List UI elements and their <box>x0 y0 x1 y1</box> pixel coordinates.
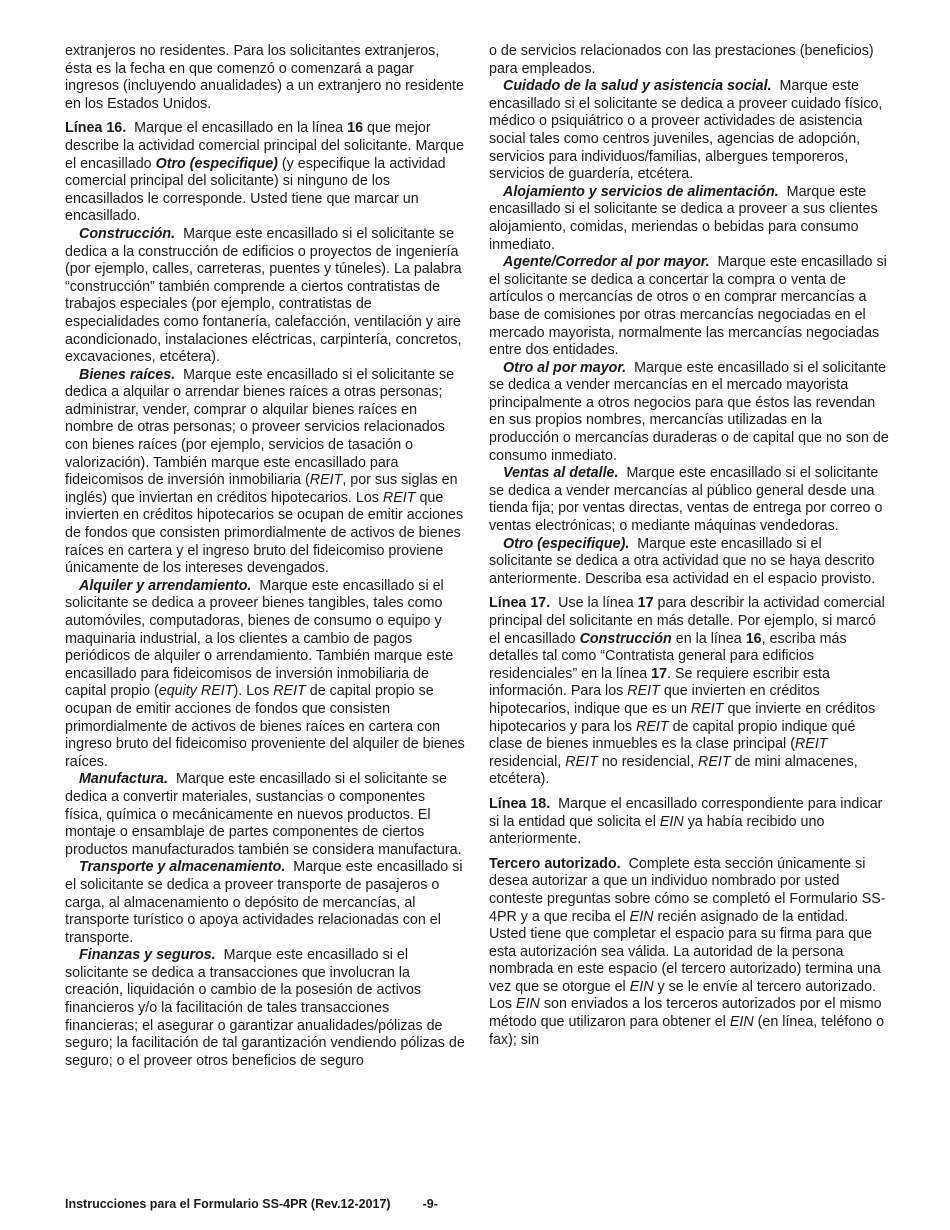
paragraph-agente-corredor <box>489 254 889 360</box>
heading-otro-al-por-mayor: Otro al por mayor. <box>503 359 627 376</box>
page-footer <box>65 1196 438 1214</box>
text-fragment: (y especifique la actividad comercial principal del solicitante) si ninguno de los encasillados le corresponde. Usted tiene que marcar un encasillado. <box>65 155 446 225</box>
text-fragment: y se le envíe al tercero autorizado. Los <box>489 978 877 1013</box>
right-column <box>489 43 889 1049</box>
heading-ventas-al-detalle: Ventas al detalle. <box>503 465 619 482</box>
text-fragment: Marque este encasillado si el solicitante se dedica a concertar la compra o venta de artículos o mercancías de otros o en comprar mercancías a base de comisiones por otras mercancías negociadas en el mercado mayorista, normalmente las mercancías negociadas entre dos entidades. <box>489 254 887 359</box>
italic-fragment: REIT <box>382 489 416 506</box>
text-fragment: Use la línea <box>558 595 638 612</box>
heading-linea-18: Línea 18. <box>489 795 551 812</box>
text-fragment: no residencial, <box>597 753 699 770</box>
italic-fragment: EIN <box>629 908 654 925</box>
paragraph-finanzas <box>65 947 465 1070</box>
heading-construccion: Construcción. <box>79 225 176 242</box>
text-fragment: (en línea, teléfono o fax); sin <box>489 1014 885 1048</box>
text-fragment: residencial, <box>489 753 566 770</box>
heading-linea-17: Línea 17. <box>489 595 551 612</box>
paragraph-continuation: extranjeros no residentes. Para los solicitantes extranjeros, ésta es la fecha en que comenzó o comenzará a pagar ingresos (incluyendo anualidades) a un extranjero no residente en los Estados Unidos. <box>65 43 464 112</box>
text-fragment: . Se requiere escribir esta información. Para los <box>489 665 830 700</box>
text-fragment: para describir la actividad comercial principal del solicitante en más detalle. Por ejemplo, si marcó el encasillado <box>489 595 885 647</box>
text-fragment: Marque este encasillado si el solicitante se dedica a proveer transporte de pasajeros o carga, al almacenamiento o depósito de mercancías, al transporte turístico o apoya actividades relacionadas con el transporte. <box>65 859 463 946</box>
italic-fragment: REIT <box>698 753 731 770</box>
text-fragment: de mini almacenes, etcétera). <box>489 753 858 788</box>
text-fragment: Marque este encasillado si el solicitante se dedica a la construcción de edificios o proyectos de ingeniería (por ejemplo, calles, carreteras, puentes y túneles). La palabra “construcción” también comprende a ciertos contratistas de trabajos especiales (por ejemplo, contratistas de especialidades como fontanería, calefacción, ventilación y aire acondicionado, instalaciones eléctricas, carpintería, concretos, excavaciones, etcétera). <box>65 225 462 366</box>
paragraph-alojamiento <box>489 184 889 254</box>
text-fragment: Marque este encasillado si el solicitante se dedica a transacciones que involucran la creación, liquidación o cambio de la posesión de activos financieros y/o la facilitación de tales transacciones financieras; el asegurar o garantizar anualidades/pólizas de seguro; la facilitación de tal garantización vendiendo pólizas de seguro; o el proveer otros beneficios de seguro <box>65 947 465 1069</box>
text-fragment: Marque este encasillado si el solicitante se dedica a alquilar o arrendar bienes raíces a otras personas; administrar, vender, comprar o alquilar bienes raíces en nombre de otras personas; o proveer servicios relacionados con bienes raíces (por ejemplo, servicios de tasación o valorización). También marque este encasillado para fideicomisos de inversión inmobiliaria ( <box>65 366 455 489</box>
heading-finanzas: Finanzas y seguros. <box>79 947 216 964</box>
left-column <box>65 43 465 1070</box>
heading-tercero-autorizado: Tercero autorizado. <box>489 855 621 872</box>
paragraph-alquiler <box>65 578 465 772</box>
text-fragment: ya había recibido uno anteriormente. <box>489 813 825 848</box>
heading-cuidado-salud: Cuidado de la salud y asistencia social. <box>503 78 772 95</box>
italic-fragment: equity REIT <box>158 683 234 700</box>
text-fragment: Marque este encasillado si el solicitante se dedica a proveer cuidado físico, médico o psiquiátrico o a proveer actividades de asistencia social tales como centros juveniles, agencias de adopción, servicios para individuos/familias, albergues temporeros, servicios de guardería, etcétera. <box>489 78 883 183</box>
text-fragment: son enviados a los terceros autorizados por el mismo método que utilizaron para obtener el <box>489 996 882 1031</box>
paragraph-ventas-al-detalle <box>489 465 889 535</box>
text-fragment: que invierten en créditos hipotecarios, indique que es un <box>489 683 820 717</box>
heading-transporte: Transporte y almacenamiento. <box>79 859 286 876</box>
paragraph-cuidado-salud <box>489 78 889 184</box>
bold-fragment: 16 <box>347 120 364 137</box>
text-fragment: Marque el encasillado en la línea <box>134 120 348 137</box>
text-fragment: Marque este encasillado si el solicitante se dedica a proveer bienes tangibles, tales como automóviles, computadoras, bienes de consumo o equipo y maquinaria industrial, a los clientes a cambio de pagos periódicos de alquiler o arrendamiento. También marque este encasillado para fideicomisos de inversión inmobiliaria de capital propio ( <box>65 577 454 700</box>
bold-italic-fragment: Construcción <box>579 630 672 647</box>
italic-fragment: REIT <box>627 683 660 700</box>
italic-fragment: EIN <box>516 996 540 1013</box>
italic-fragment: REIT <box>273 683 306 700</box>
paragraph-manufactura <box>65 771 465 859</box>
italic-fragment: EIN <box>659 813 684 830</box>
text-fragment: , escriba más detalles tal como “Contratista general para edificios residenciales” en la línea <box>489 630 847 682</box>
heading-alquiler: Alquiler y arrendamiento. <box>79 577 252 594</box>
italic-fragment: EIN <box>629 978 654 995</box>
text-fragment: recién asignado de la entidad. Usted tiene que completar el espacio para su firma para que esta autorización sea válida. La autoridad de la persona nombrada en este espacio (el tercero autorizado) termina una vez que se otorgue el <box>489 908 881 995</box>
text-fragment: que invierten en créditos hipotecarios se ocupan de emitir acciones de fondos que consisten primordialmente de activos de bienes raíces en cartera y el ingreso bruto del fideicomiso proviene únicamente de los intereses devengados. <box>65 489 464 577</box>
page-number: -9- <box>422 1197 438 1211</box>
heading-manufactura: Manufactura. <box>79 771 168 788</box>
heading-bienes-raices: Bienes raíces. <box>79 366 176 383</box>
heading-linea-16: Línea 16. <box>65 120 127 137</box>
bold-fragment: 16 <box>745 630 762 647</box>
text-fragment: Marque este encasillado si el solicitante se dedica a vender mercancías en el mercado mayorista principalmente a otros negocios para que éstos las revendan en sus propios nombres, mercancías utilizadas en la producción o mercancías duraderas o de capital que no son de consumo inmediato. <box>489 359 889 464</box>
paragraph-continuation: o de servicios relacionados con las prestaciones (beneficios) para empleados. <box>489 43 874 77</box>
text-fragment: ). Los <box>233 683 274 700</box>
paragraph-otro-al-por-mayor <box>489 360 889 466</box>
text-fragment: Marque este encasillado si el solicitante se dedica a convertir materiales, sustancias o componentes física, química o mecánicamente en nuevos productos. El montaje o ensamblaje de partes componentes de ciertos productos manufacturados también se considera manufactura. <box>65 771 462 858</box>
bold-fragment: 17 <box>637 595 654 612</box>
paragraph-construccion <box>65 226 465 367</box>
text-fragment: Marque el encasillado correspondiente para indicar si la entidad que solicita el <box>489 795 883 830</box>
italic-fragment: REIT <box>565 753 598 770</box>
text-fragment: de capital propio se ocupan de emitir acciones de fondos que consisten primordialmente de activos de bienes raíces en cartera con ingreso bruto del fideicomiso proveniente del alquiler de bienes raíces. <box>65 683 465 770</box>
paragraph-linea-18 <box>489 796 889 849</box>
heading-alojamiento: Alojamiento y servicios de alimentación. <box>503 183 779 200</box>
paragraph-transporte <box>65 859 465 947</box>
italic-fragment: REIT <box>309 472 343 489</box>
bold-italic-fragment: Otro (especifique) <box>155 155 278 172</box>
heading-otro-especifique: Otro (especifique). <box>503 535 630 552</box>
text-fragment: Marque este encasillado si el solicitante se dedica a vender mercancías al público general desde una tienda fija; por ventas directas, ventas de entrega por correo o ventas electrónicas; o mediante máquinas vendedoras. <box>489 465 883 535</box>
text-fragment: , por sus siglas en inglés) que inviertan en créditos hipotecarios. Los <box>65 472 458 506</box>
text-fragment: Marque este encasillado si el solicitante se dedica a proveer a sus clientes alojamiento, comidas, meriendas o bebidas para consumo inmediato. <box>489 183 878 253</box>
text-fragment: Marque este encasillado si el solicitante se dedica a otra actividad que no se haya descrito anteriormente. Describa esa actividad en el espacio provisto. <box>489 535 876 587</box>
paragraph-otro-especifique <box>489 536 889 589</box>
heading-agente-corredor: Agente/Corredor al por mayor. <box>503 254 710 271</box>
italic-fragment: REIT <box>636 718 669 735</box>
text-fragment: de capital propio indique qué clase de bienes inmuebles es la clase principal ( <box>489 718 856 753</box>
text-fragment: que mejor describe la actividad comercial principal del solicitante. Marque el encasillado <box>65 120 464 172</box>
paragraph-linea-16 <box>65 120 465 226</box>
italic-fragment: REIT <box>690 700 724 717</box>
bold-fragment: 17 <box>651 665 668 682</box>
text-fragment: Complete esta sección únicamente si desea autorizar a que un individuo nombrado por usted conteste preguntas sobre cómo se completó el Formulario SS-4PR y a que reciba el <box>489 855 886 925</box>
italic-fragment: EIN <box>729 1014 754 1031</box>
text-fragment: que invierte en créditos hipotecarios y para los <box>489 700 876 735</box>
paragraph-tercero-autorizado <box>489 856 889 1050</box>
italic-fragment: REIT <box>794 736 828 753</box>
footer-title: Instrucciones para el Formulario SS-4PR (Rev.12-2017) <box>65 1197 391 1211</box>
text-fragment: en la línea <box>671 630 746 647</box>
paragraph-bienes-raices <box>65 367 465 578</box>
paragraph-linea-17 <box>489 595 889 789</box>
